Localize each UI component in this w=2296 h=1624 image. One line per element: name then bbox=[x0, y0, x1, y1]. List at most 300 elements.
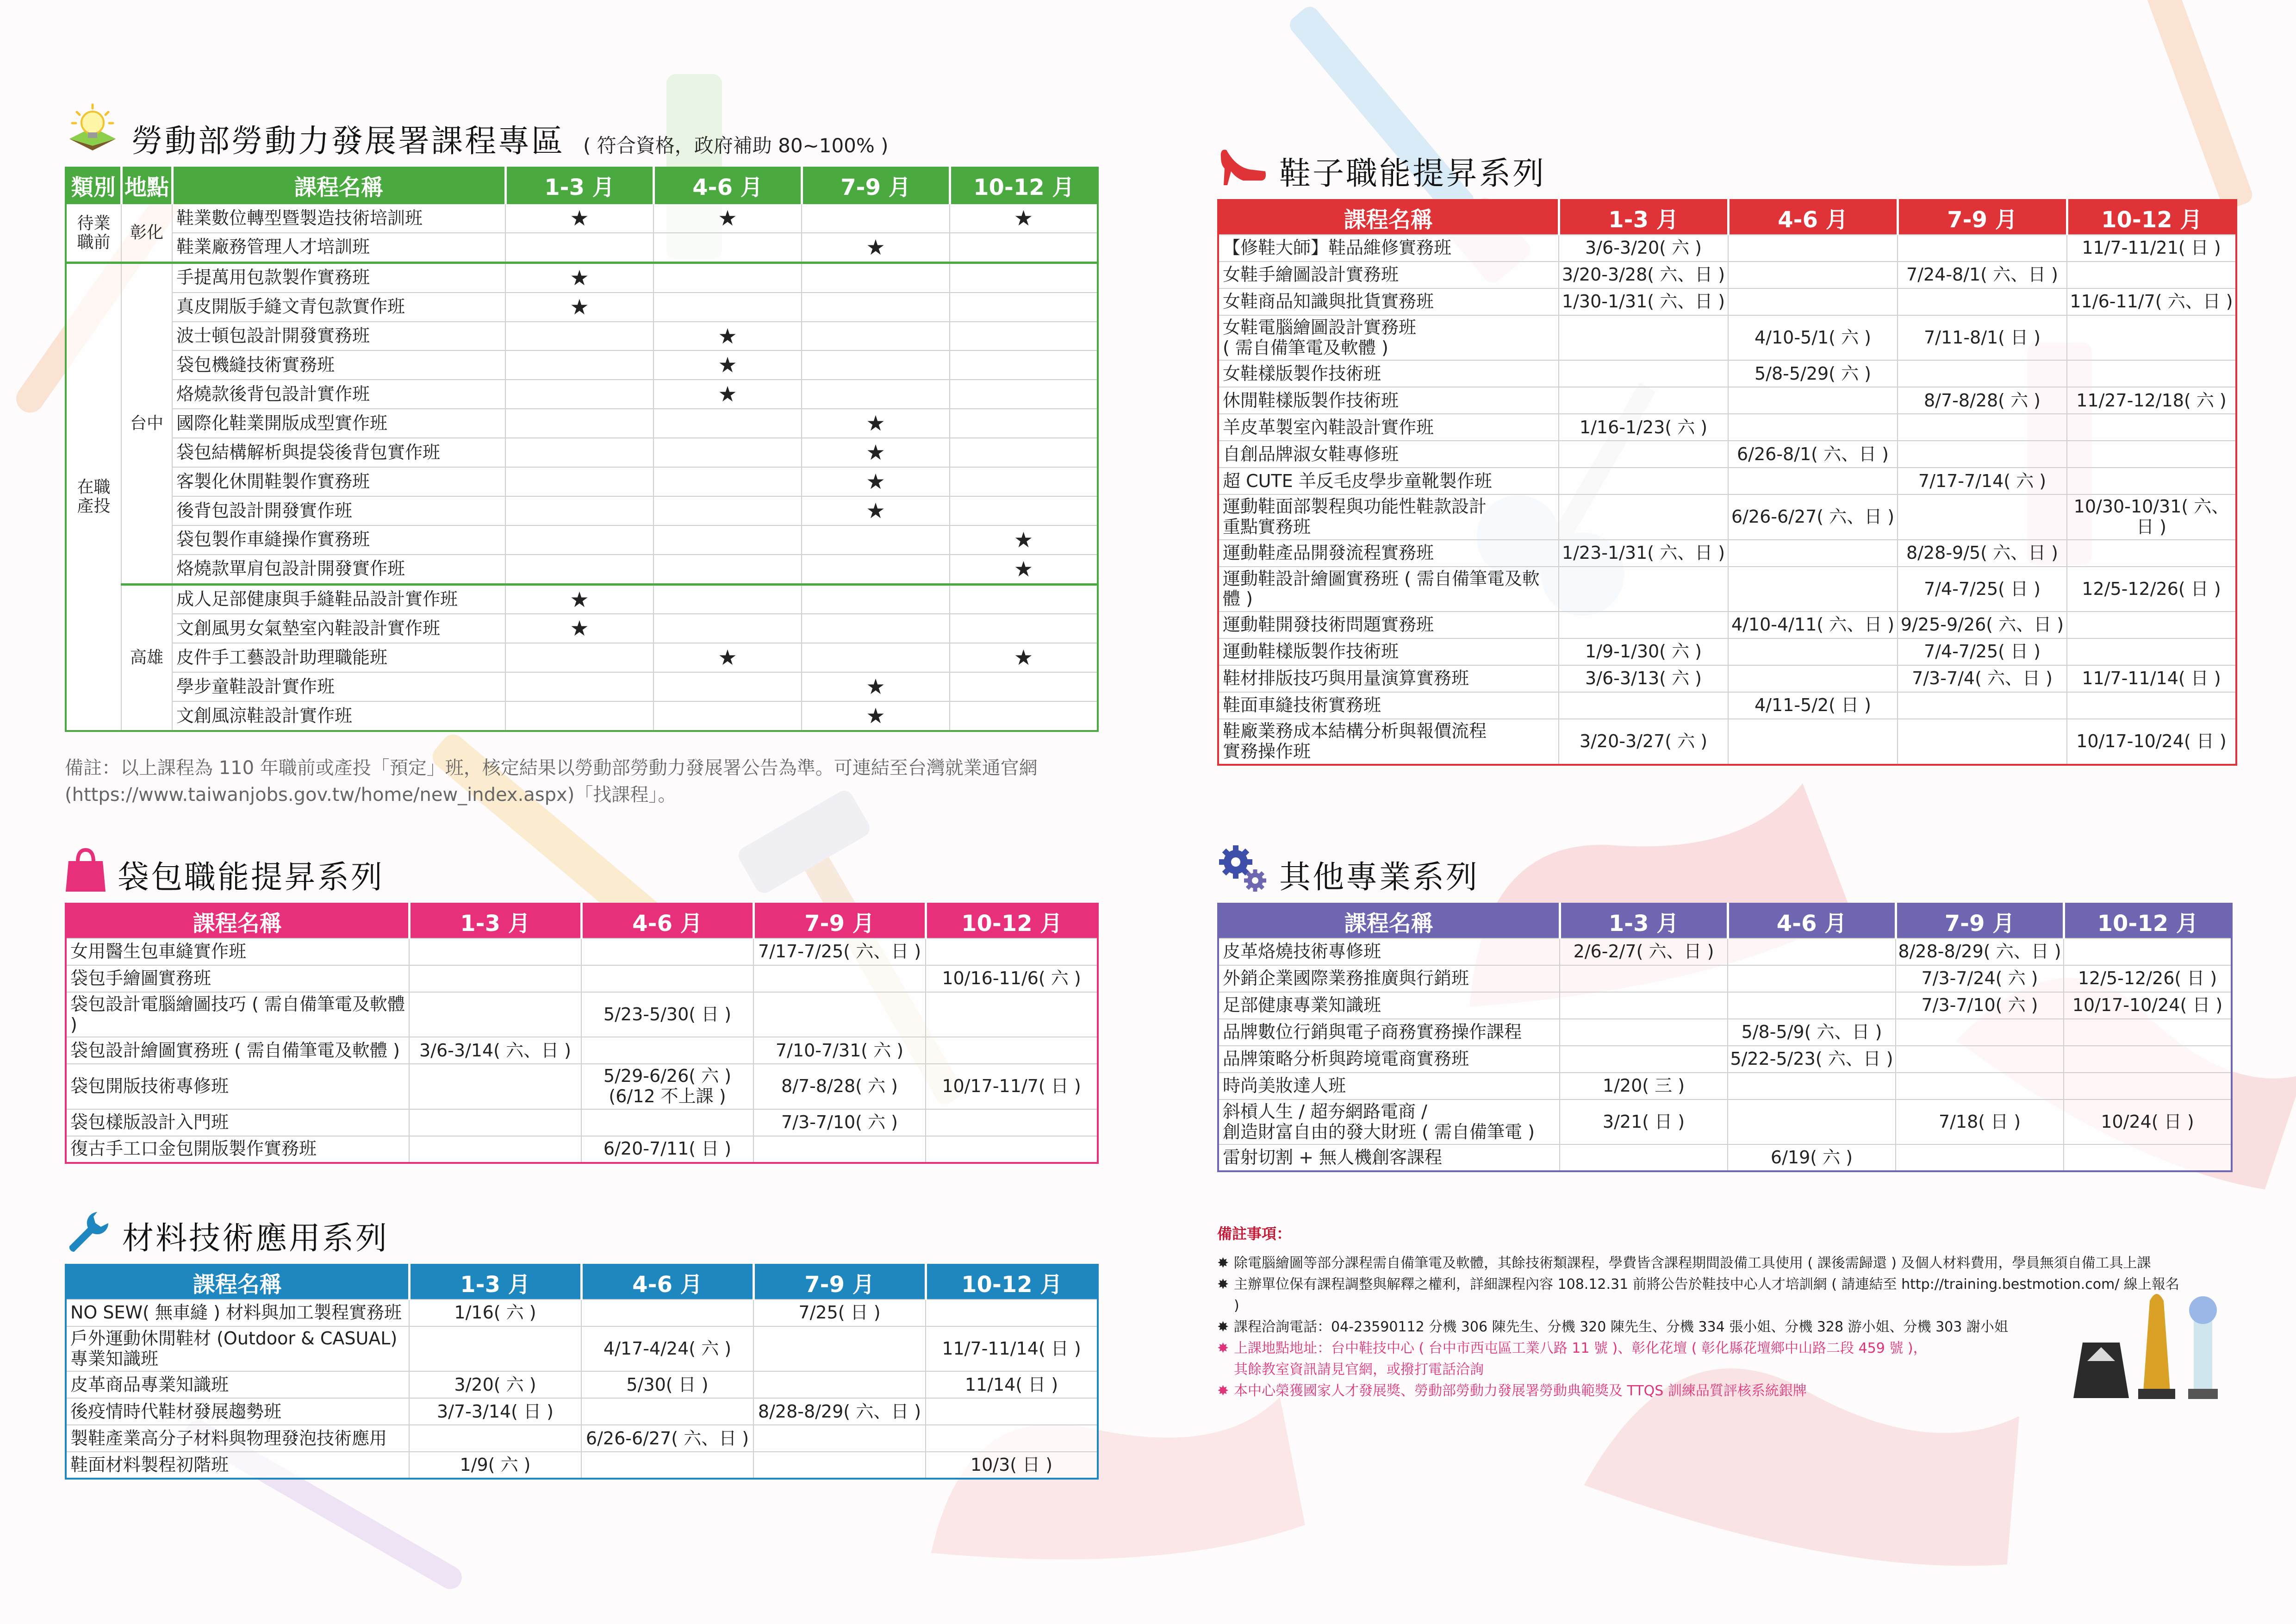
quarter-cell bbox=[950, 496, 1098, 525]
schedule-cell bbox=[1728, 235, 1898, 262]
course-name: 皮革烙燒技術專修班 bbox=[1218, 938, 1560, 965]
table-row bbox=[66, 992, 1098, 1037]
schedule-cell: 3/7-3/14( 日 ) bbox=[409, 1398, 581, 1425]
table-row bbox=[1218, 441, 2236, 468]
schedule-cell bbox=[1896, 1019, 2064, 1046]
schedule-cell bbox=[753, 1371, 926, 1398]
course-name: 自創品牌淑女鞋專修班 bbox=[1218, 441, 1559, 468]
scheduled-star: ★ bbox=[866, 469, 885, 494]
schedule-cell bbox=[1728, 992, 1896, 1019]
header-q2: 4-6 月 bbox=[653, 168, 802, 203]
table-row bbox=[1218, 938, 2232, 965]
course-name: 運動鞋樣版製作技術班 bbox=[1218, 638, 1559, 665]
schedule-cell bbox=[926, 1037, 1098, 1064]
table-row bbox=[66, 293, 1098, 322]
table-row bbox=[1218, 360, 2236, 387]
quarter-cell bbox=[950, 555, 1098, 584]
course-name: 後背包設計開發實作班 bbox=[172, 496, 505, 525]
schedule-cell: 12/5-12/26( 日 ) bbox=[2064, 965, 2232, 992]
schedule-cell bbox=[926, 992, 1098, 1037]
note-item bbox=[1217, 1380, 2180, 1402]
schedule-cell bbox=[2067, 638, 2236, 665]
table-row bbox=[1218, 414, 2236, 441]
schedule-cell bbox=[2067, 414, 2236, 441]
quarter-cell bbox=[802, 643, 950, 672]
quarter-cell bbox=[802, 525, 950, 555]
table-row bbox=[66, 672, 1098, 701]
notes-title: 備註事項： bbox=[1217, 1225, 1292, 1243]
course-name: 鞋面材料製程初階班 bbox=[66, 1452, 409, 1479]
schedule-cell bbox=[1560, 992, 1728, 1019]
location-cell: 彰化 bbox=[121, 203, 172, 263]
shopping-bag-icon bbox=[65, 847, 106, 893]
header-q1: 1-3 月 bbox=[409, 1265, 581, 1299]
schedule-cell bbox=[1898, 719, 2067, 764]
schedule-cell: 3/6-3/13( 六 ) bbox=[1559, 665, 1728, 692]
header-q2: 4-6 月 bbox=[1728, 200, 1898, 235]
course-name: 袋包開版技術專修班 bbox=[66, 1064, 409, 1109]
course-name: 袋包手繪圖實務班 bbox=[66, 965, 409, 992]
schedule-cell bbox=[2064, 1073, 2232, 1099]
course-name: 運動鞋開發技術問題實務班 bbox=[1218, 612, 1559, 638]
table-row bbox=[66, 262, 1098, 292]
labor-title: 勞動部勞動力發展署課程專區 bbox=[131, 123, 565, 160]
table-row bbox=[1218, 1019, 2232, 1046]
quarter-cell bbox=[802, 701, 950, 731]
schedule-cell bbox=[926, 1398, 1098, 1425]
header-course-name: 課程名稱 bbox=[172, 168, 505, 203]
schedule-cell bbox=[2067, 360, 2236, 387]
schedule-cell: 8/7-8/28( 六 ) bbox=[1898, 387, 2067, 414]
schedule-cell bbox=[409, 1064, 581, 1109]
other-header bbox=[1217, 843, 2231, 896]
materials-title: 材料技術應用系列 bbox=[122, 1220, 389, 1257]
schedule-cell: 7/18( 日 ) bbox=[1896, 1099, 2064, 1144]
quarter-cell bbox=[950, 322, 1098, 351]
other-course-table bbox=[1217, 903, 2233, 1172]
schedule-cell bbox=[926, 1425, 1098, 1452]
quarter-cell bbox=[802, 350, 950, 380]
course-name: 皮革商品專業知識班 bbox=[66, 1371, 409, 1398]
bullet-icon: ✸ bbox=[1217, 1276, 1229, 1293]
quarter-cell bbox=[505, 701, 653, 731]
table-row bbox=[1218, 540, 2236, 567]
quarter-cell bbox=[950, 584, 1098, 614]
schedule-cell bbox=[1559, 468, 1728, 494]
table-row bbox=[66, 1452, 1098, 1479]
schedule-cell bbox=[1728, 638, 1898, 665]
schedule-cell: 7/4-7/25( 日 ) bbox=[1898, 567, 2067, 612]
schedule-cell: 11/6-11/7( 六、日 ) bbox=[2067, 288, 2236, 315]
schedule-cell: 11/7-11/14( 日 ) bbox=[2067, 665, 2236, 692]
table-row bbox=[66, 350, 1098, 380]
schedule-cell: 8/28-9/5( 六、日 ) bbox=[1898, 540, 2067, 567]
course-name: 鞋業數位轉型暨製造技術培訓班 bbox=[172, 203, 505, 233]
schedule-cell: 12/5-12/26( 日 ) bbox=[2067, 567, 2236, 612]
quarter-cell bbox=[802, 293, 950, 322]
quarter-cell bbox=[950, 701, 1098, 731]
schedule-cell bbox=[926, 1299, 1098, 1326]
course-name: 手提萬用包款製作實務班 bbox=[172, 262, 505, 292]
schedule-cell: 5/29-6/26( 六 ) (6/12 不上課 ) bbox=[581, 1064, 753, 1109]
schedule-cell bbox=[1559, 567, 1728, 612]
schedule-cell bbox=[581, 1037, 753, 1064]
bullet-icon: ✸ bbox=[1217, 1340, 1229, 1356]
course-name: 女鞋電腦繪圖設計實務班 ( 需自備筆電及軟體 ) bbox=[1218, 315, 1559, 360]
course-name: 鞋面車縫技術實務班 bbox=[1218, 692, 1559, 719]
schedule-cell: 4/17-4/24( 六 ) bbox=[581, 1326, 753, 1371]
schedule-cell bbox=[2067, 262, 2236, 288]
table-row bbox=[66, 1136, 1098, 1163]
scheduled-star: ★ bbox=[570, 294, 589, 319]
course-name: 袋包結構解析與提袋後背包實作班 bbox=[172, 438, 505, 467]
course-name: 鞋廠業務成本結構分析與報價流程 實務操作班 bbox=[1218, 719, 1559, 764]
schedule-cell: 3/21( 日 ) bbox=[1560, 1099, 1728, 1144]
schedule-cell: 7/17-7/14( 六 ) bbox=[1898, 468, 2067, 494]
quarter-cell bbox=[653, 233, 802, 262]
quarter-cell bbox=[802, 467, 950, 496]
schedule-cell: 6/19( 六 ) bbox=[1728, 1144, 1896, 1171]
header-q4: 10-12 月 bbox=[950, 168, 1098, 203]
quarter-cell bbox=[505, 614, 653, 643]
bullet-icon: ✸ bbox=[1217, 1319, 1229, 1335]
course-name: 斜槓人生 / 超夯網路電商 / 創造財富自由的發大財班 ( 需自備筆電 ) bbox=[1218, 1099, 1560, 1144]
quarter-cell bbox=[950, 614, 1098, 643]
course-name: 運動鞋面部製程與功能性鞋款設計 重點實務班 bbox=[1218, 494, 1559, 539]
table-row bbox=[66, 1398, 1098, 1425]
schedule-cell bbox=[581, 1299, 753, 1326]
table-row bbox=[66, 1064, 1098, 1109]
table-row bbox=[1218, 612, 2236, 638]
schedule-cell: 2/6-2/7( 六、日 ) bbox=[1560, 938, 1728, 965]
lightbulb-icon bbox=[65, 102, 120, 157]
course-name: 女鞋樣版製作技術班 bbox=[1218, 360, 1559, 387]
bags-section bbox=[65, 843, 1097, 1164]
schedule-cell bbox=[1728, 938, 1896, 965]
course-name: 真皮開版手縫文青包款實作班 bbox=[172, 293, 505, 322]
scheduled-star: ★ bbox=[718, 381, 737, 407]
header-course-name: 課程名稱 bbox=[1344, 206, 1433, 233]
note-item bbox=[1217, 1274, 2180, 1317]
scheduled-star: ★ bbox=[1014, 556, 1033, 581]
table-row bbox=[66, 1425, 1098, 1452]
schedule-cell bbox=[1728, 387, 1898, 414]
trophy-gold bbox=[2138, 1294, 2175, 1399]
category-cell: 在職 產投 bbox=[66, 262, 121, 731]
table-row bbox=[1218, 567, 2236, 612]
schedule-cell bbox=[753, 1452, 926, 1479]
quarter-cell bbox=[505, 555, 653, 584]
table-row bbox=[66, 438, 1098, 467]
course-name: 波士頓包設計開發實務班 bbox=[172, 322, 505, 351]
scheduled-star: ★ bbox=[866, 234, 885, 260]
schedule-cell bbox=[409, 1326, 581, 1371]
schedule-cell bbox=[1559, 494, 1728, 539]
schedule-cell: 5/30( 日 ) bbox=[581, 1371, 753, 1398]
table-row bbox=[66, 643, 1098, 672]
quarter-cell bbox=[653, 525, 802, 555]
schedule-cell bbox=[753, 965, 926, 992]
schedule-cell bbox=[1559, 387, 1728, 414]
header-q3: 7-9 月 bbox=[753, 1265, 926, 1299]
table-row bbox=[1218, 494, 2236, 539]
bullet-icon: ✸ bbox=[1217, 1255, 1229, 1271]
schedule-cell: 1/20( 三 ) bbox=[1560, 1073, 1728, 1099]
header-q2: 4-6 月 bbox=[581, 904, 753, 938]
schedule-cell bbox=[1728, 262, 1898, 288]
table-row bbox=[66, 409, 1098, 438]
labor-section bbox=[65, 106, 1097, 732]
schedule-cell: 9/25-9/26( 六、日 ) bbox=[1898, 612, 2067, 638]
schedule-cell bbox=[1728, 468, 1898, 494]
schedule-cell bbox=[409, 938, 581, 965]
quarter-cell bbox=[505, 438, 653, 467]
scheduled-star: ★ bbox=[718, 323, 737, 349]
schedule-cell: 4/10-4/11( 六、日 ) bbox=[1728, 612, 1898, 638]
note-text: 本中心榮獲國家人才發展獎、勞動部勞動力發展署勞動典範獎及 TTQS 訓練品質評核系統銀牌 bbox=[1234, 1383, 1807, 1399]
header-course-name: 課程名稱 bbox=[193, 910, 282, 937]
quarter-cell bbox=[505, 262, 653, 292]
table-row bbox=[66, 1371, 1098, 1398]
schedule-cell bbox=[1898, 288, 2067, 315]
schedule-cell bbox=[1728, 1073, 1896, 1099]
quarter-cell bbox=[802, 672, 950, 701]
schedule-cell: 4/10-5/1( 六 ) bbox=[1728, 315, 1898, 360]
course-name: 客製化休閒鞋製作實務班 bbox=[172, 467, 505, 496]
quarter-cell bbox=[505, 233, 653, 262]
schedule-cell bbox=[753, 1136, 926, 1163]
quarter-cell bbox=[950, 409, 1098, 438]
schedule-cell: 7/11-8/1( 日 ) bbox=[1898, 315, 2067, 360]
note-text: 除電腦繪圖等部分課程需自備筆電及軟體，其餘技術類課程，學費皆含課程期間設備工具使用 ( 課後需歸還 ) 及個人材料費用，學員無須自備工具上課 bbox=[1234, 1255, 2151, 1271]
table-row bbox=[66, 203, 1098, 233]
header-q3: 7-9 月 bbox=[802, 168, 950, 203]
course-name: 成人足部健康與手縫鞋品設計實作班 bbox=[172, 584, 505, 614]
shoes-header bbox=[1217, 139, 2235, 190]
table-row bbox=[1218, 262, 2236, 288]
schedule-cell bbox=[2067, 441, 2236, 468]
schedule-cell: 3/20-3/28( 六、日 ) bbox=[1559, 262, 1728, 288]
table-row bbox=[1218, 1073, 2232, 1099]
table-row bbox=[1218, 315, 2236, 360]
note-text: 上課地點地址：台中鞋技中心 ( 台中市西屯區工業八路 11 號 )、彰化花壇 ( 彰化縣花壇鄉中山路二段 459 號 )， 其餘教室資訊請見官網，或撥打電話洽詢 bbox=[1234, 1340, 1927, 1378]
quarter-cell bbox=[950, 525, 1098, 555]
table-row bbox=[66, 1326, 1098, 1371]
schedule-cell bbox=[1559, 692, 1728, 719]
schedule-cell: 10/17-10/24( 日 ) bbox=[2067, 719, 2236, 764]
quarter-cell bbox=[950, 233, 1098, 262]
schedule-cell bbox=[1728, 288, 1898, 315]
materials-section bbox=[65, 1204, 1097, 1480]
note-item bbox=[1217, 1317, 2180, 1338]
quarter-cell bbox=[950, 643, 1098, 672]
table-row bbox=[66, 380, 1098, 409]
course-name: 品牌數位行銷與電子商務實務操作課程 bbox=[1218, 1019, 1560, 1046]
quarter-cell bbox=[505, 672, 653, 701]
table-row bbox=[1218, 638, 2236, 665]
header-course-name: 課程名稱 bbox=[1344, 910, 1433, 937]
scheduled-star: ★ bbox=[570, 616, 589, 641]
course-name: 袋包製作車縫操作實務班 bbox=[172, 525, 505, 555]
table-row bbox=[1218, 692, 2236, 719]
table-row bbox=[1218, 719, 2236, 764]
header-category: 類別 bbox=[71, 174, 116, 200]
schedule-cell: 5/23-5/30( 日 ) bbox=[581, 992, 753, 1037]
bags-title: 袋包職能提昇系列 bbox=[118, 859, 385, 896]
schedule-cell: 10/16-11/6( 六 ) bbox=[926, 965, 1098, 992]
table-row bbox=[66, 584, 1098, 614]
table-row bbox=[1218, 235, 2236, 262]
schedule-cell bbox=[926, 1136, 1098, 1163]
quarter-cell bbox=[653, 555, 802, 584]
schedule-cell bbox=[1896, 1144, 2064, 1171]
scheduled-star: ★ bbox=[866, 440, 885, 465]
course-name: 雷射切割 + 無人機創客課程 bbox=[1218, 1144, 1560, 1171]
schedule-cell: 3/20-3/27( 六 ) bbox=[1559, 719, 1728, 764]
table-row bbox=[1218, 992, 2232, 1019]
course-name: 超 CUTE 羊反毛皮學步童靴製作班 bbox=[1218, 468, 1559, 494]
schedule-cell bbox=[2067, 540, 2236, 567]
quarter-cell bbox=[950, 293, 1098, 322]
scheduled-star: ★ bbox=[718, 352, 737, 378]
schedule-cell: 10/3( 日 ) bbox=[926, 1452, 1098, 1479]
quarter-cell bbox=[950, 672, 1098, 701]
course-name: 外銷企業國際業務推廣與行銷班 bbox=[1218, 965, 1560, 992]
schedule-cell bbox=[581, 1452, 753, 1479]
table-row bbox=[66, 1299, 1098, 1326]
shoes-title: 鞋子職能提昇系列 bbox=[1279, 156, 1546, 192]
table-row bbox=[66, 525, 1098, 555]
schedule-cell bbox=[2067, 612, 2236, 638]
quarter-cell bbox=[653, 322, 802, 351]
quarter-cell bbox=[653, 701, 802, 731]
course-name: 烙燒款單肩包設計開發實作班 bbox=[172, 555, 505, 584]
schedule-cell bbox=[1728, 965, 1896, 992]
schedule-cell: 6/26-6/27( 六、日 ) bbox=[581, 1425, 753, 1452]
schedule-cell: 10/24( 日 ) bbox=[2064, 1099, 2232, 1144]
quarter-cell bbox=[653, 380, 802, 409]
quarter-cell bbox=[802, 614, 950, 643]
schedule-cell bbox=[1559, 441, 1728, 468]
table-row bbox=[66, 322, 1098, 351]
location-cell: 台中 bbox=[121, 262, 172, 584]
trophy-plaque bbox=[2073, 1343, 2129, 1398]
quarter-cell bbox=[653, 614, 802, 643]
table-row bbox=[66, 614, 1098, 643]
schedule-cell bbox=[2064, 1144, 2232, 1171]
header-q3: 7-9 月 bbox=[753, 904, 926, 938]
schedule-cell: 6/26-8/1( 六、日 ) bbox=[1728, 441, 1898, 468]
table-row bbox=[66, 1037, 1098, 1064]
other-title: 其他專業系列 bbox=[1279, 859, 1480, 896]
schedule-cell: 1/9-1/30( 六 ) bbox=[1559, 638, 1728, 665]
quarter-cell bbox=[505, 322, 653, 351]
labor-course-table bbox=[65, 167, 1099, 732]
course-name: 袋包設計電腦繪圖技巧 ( 需自備筆電及軟體 ) bbox=[66, 992, 409, 1037]
course-name: 皮件手工藝設計助理職能班 bbox=[172, 643, 505, 672]
table-row bbox=[66, 467, 1098, 496]
course-name: NO SEW( 無車縫 ) 材料與加工製程實務班 bbox=[66, 1299, 409, 1326]
schedule-cell: 5/8-5/29( 六 ) bbox=[1728, 360, 1898, 387]
schedule-cell bbox=[581, 938, 753, 965]
schedule-cell: 6/20-7/11( 日 ) bbox=[581, 1136, 753, 1163]
table-row bbox=[1218, 387, 2236, 414]
quarter-cell bbox=[802, 322, 950, 351]
table-row bbox=[1218, 1046, 2232, 1073]
course-name: 女鞋手繪圖設計實務班 bbox=[1218, 262, 1559, 288]
course-name: 休閒鞋樣版製作技術班 bbox=[1218, 387, 1559, 414]
schedule-cell bbox=[409, 965, 581, 992]
schedule-cell: 1/16-1/23( 六 ) bbox=[1559, 414, 1728, 441]
header-q4: 10-12 月 bbox=[926, 1265, 1098, 1299]
quarter-cell bbox=[950, 467, 1098, 496]
schedule-cell bbox=[2064, 1046, 2232, 1073]
schedule-cell bbox=[409, 992, 581, 1037]
header-q4: 10-12 月 bbox=[926, 904, 1098, 938]
header-q3: 7-9 月 bbox=[1898, 200, 2067, 235]
schedule-cell bbox=[2064, 1019, 2232, 1046]
course-name: 烙燒款後背包設計實作班 bbox=[172, 380, 505, 409]
quarter-cell bbox=[505, 496, 653, 525]
schedule-cell bbox=[753, 992, 926, 1037]
schedule-cell bbox=[1898, 235, 2067, 262]
course-name: 後疫情時代鞋材發展趨勢班 bbox=[66, 1398, 409, 1425]
schedule-cell: 7/10-7/31( 六 ) bbox=[753, 1037, 926, 1064]
schedule-cell: 3/20( 六 ) bbox=[409, 1371, 581, 1398]
table-row bbox=[66, 496, 1098, 525]
quarter-cell bbox=[950, 380, 1098, 409]
bullet-icon: ✸ bbox=[1217, 1383, 1229, 1399]
schedule-cell bbox=[1898, 414, 2067, 441]
quarter-cell bbox=[802, 438, 950, 467]
table-row bbox=[1218, 288, 2236, 315]
schedule-cell bbox=[753, 1425, 926, 1452]
quarter-cell bbox=[653, 203, 802, 233]
course-name: 製鞋產業高分子材料與物理發泡技術應用 bbox=[66, 1425, 409, 1452]
scheduled-star: ★ bbox=[1014, 206, 1033, 231]
quarter-cell bbox=[653, 409, 802, 438]
schedule-cell bbox=[1728, 665, 1898, 692]
header-q4: 10-12 月 bbox=[2067, 200, 2236, 235]
materials-header bbox=[65, 1204, 1097, 1255]
header-q4: 10-12 月 bbox=[2064, 904, 2232, 938]
course-name: 袋包機縫技術實務班 bbox=[172, 350, 505, 380]
schedule-cell: 1/23-1/31( 六、日 ) bbox=[1559, 540, 1728, 567]
schedule-cell: 1/16( 六 ) bbox=[409, 1299, 581, 1326]
scheduled-star: ★ bbox=[570, 587, 589, 612]
quarter-cell bbox=[653, 262, 802, 292]
quarter-cell bbox=[653, 293, 802, 322]
high-heel-icon bbox=[1217, 139, 1268, 190]
location-cell: 高雄 bbox=[121, 584, 172, 731]
labor-subtitle: ( 符合資格，政府補助 80~100% ) bbox=[583, 134, 889, 157]
schedule-cell: 7/3-7/10( 六 ) bbox=[1896, 992, 2064, 1019]
schedule-cell: 7/25( 日 ) bbox=[753, 1299, 926, 1326]
note-item bbox=[1217, 1253, 2180, 1274]
header-q1: 1-3 月 bbox=[505, 168, 653, 203]
schedule-cell bbox=[581, 1398, 753, 1425]
award-trophies-image bbox=[2069, 1282, 2235, 1403]
course-name: 鞋材排版技巧與用量演算實務班 bbox=[1218, 665, 1559, 692]
table-row bbox=[1218, 665, 2236, 692]
schedule-cell bbox=[1896, 1046, 2064, 1073]
schedule-cell: 5/22-5/23( 六、日 ) bbox=[1728, 1046, 1896, 1073]
bags-header bbox=[65, 843, 1097, 896]
quarter-cell bbox=[505, 584, 653, 614]
course-name: 運動鞋設計繪圖實務班 ( 需自備筆電及軟體 ) bbox=[1218, 567, 1559, 612]
schedule-cell bbox=[409, 1109, 581, 1136]
schedule-cell: 7/24-8/1( 六、日 ) bbox=[1898, 262, 2067, 288]
